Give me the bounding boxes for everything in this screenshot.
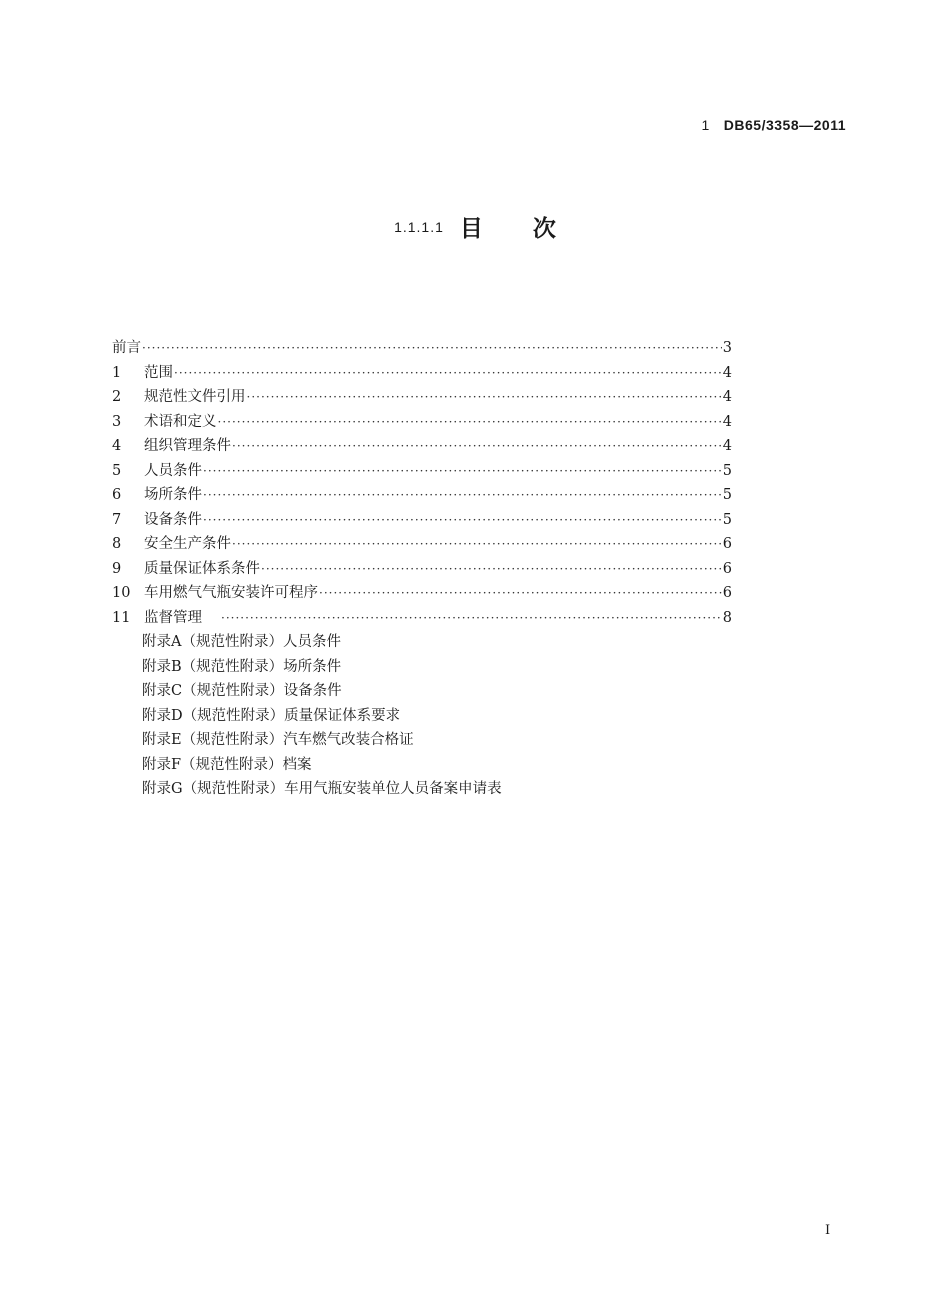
toc-entry-4[interactable] xyxy=(112,434,732,459)
toc-entry-title: 质量保证体系条件 xyxy=(144,560,260,577)
toc-entry-number: 2 xyxy=(112,389,122,405)
toc-entry-title: 术语和定义 xyxy=(144,413,217,430)
toc-entry-9[interactable] xyxy=(112,557,732,582)
toc-entry-title: 规范性文件引用 xyxy=(144,389,246,405)
toc-entry-page: 6 xyxy=(722,536,732,552)
toc-appendix-e[interactable] xyxy=(112,728,732,753)
toc-entry-title: 安全生产条件 xyxy=(144,536,231,552)
toc-entry-1[interactable] xyxy=(112,361,732,386)
toc-leader-dots xyxy=(232,439,722,453)
header-number: 1 xyxy=(701,117,710,133)
toc-appendix-title: 附录B（规范性附录）场所条件 xyxy=(142,658,342,675)
toc-leader-dots xyxy=(142,341,722,355)
toc-appendix-title: 附录C（规范性附录）设备条件 xyxy=(142,683,342,699)
toc-entry-title: 车用燃气气瓶安装许可程序 xyxy=(144,585,318,601)
toc-leader-dots xyxy=(247,390,722,404)
toc-entry-number: 10 xyxy=(112,585,131,601)
toc-entry-10[interactable] xyxy=(112,581,732,606)
toc-entry-number: 8 xyxy=(112,536,122,552)
toc-leader-dots xyxy=(261,562,722,576)
toc-entry-title: 范围 xyxy=(144,364,173,381)
toc-leader-dots xyxy=(319,586,722,600)
toc-appendix-b[interactable] xyxy=(112,655,732,680)
toc-entry-number: 1 xyxy=(112,364,122,381)
heading-text: 目次 xyxy=(459,216,606,242)
toc-entry-number: 7 xyxy=(112,511,122,528)
toc-leader-dots xyxy=(218,415,722,429)
toc-entry-page: 5 xyxy=(722,487,732,503)
toc-appendix-title: 附录A（规范性附录）人员条件 xyxy=(142,634,341,650)
toc-entry-page: 4 xyxy=(722,389,732,405)
toc-leader-dots xyxy=(221,611,722,625)
toc-leader-dots xyxy=(174,366,722,380)
toc-entry-title: 监督管理 xyxy=(144,609,202,626)
toc-entry-page: 4 xyxy=(722,413,732,430)
toc-entry-page: 5 xyxy=(722,462,732,479)
toc-leader-dots xyxy=(203,464,722,478)
toc-appendix-c[interactable] xyxy=(112,679,732,704)
toc-entry-title: 前言 xyxy=(112,340,141,356)
toc-entry-number: 9 xyxy=(112,560,122,577)
toc-heading xyxy=(0,210,950,243)
toc-appendix-title: 附录G（规范性附录）车用气瓶安装单位人员备案申请表 xyxy=(142,781,502,797)
toc-appendix-title: 附录F（规范性附录）档案 xyxy=(142,756,312,773)
standard-code: DB65/3358—2011 xyxy=(723,117,846,133)
toc-appendix-g[interactable] xyxy=(112,777,732,802)
toc-entry-title: 人员条件 xyxy=(144,462,202,479)
heading-number: 1.1.1.1 xyxy=(394,218,444,235)
table-of-contents xyxy=(112,336,732,802)
toc-appendix-d[interactable] xyxy=(112,704,732,729)
toc-entry-title: 场所条件 xyxy=(144,487,202,503)
toc-entry-page: 4 xyxy=(722,438,732,454)
document-code xyxy=(702,117,847,133)
toc-entry-number: 5 xyxy=(112,462,122,479)
toc-entry-page: 3 xyxy=(722,340,732,356)
page-number: I xyxy=(825,1223,831,1238)
toc-entry-page: 4 xyxy=(722,364,732,381)
toc-leader-dots xyxy=(203,488,722,502)
toc-appendix-f[interactable] xyxy=(112,753,732,778)
toc-entry-number: 6 xyxy=(112,487,122,503)
toc-appendix-title: 附录E（规范性附录）汽车燃气改装合格证 xyxy=(142,732,414,748)
toc-entry-page: 8 xyxy=(722,609,732,626)
toc-entry-2[interactable] xyxy=(112,385,732,410)
toc-entry-5[interactable] xyxy=(112,459,732,484)
toc-entry-8[interactable] xyxy=(112,532,732,557)
toc-entry-number: 4 xyxy=(112,438,122,454)
toc-entry-3[interactable] xyxy=(112,410,732,435)
toc-entry-foreword[interactable] xyxy=(112,336,732,361)
toc-appendix-title: 附录D（规范性附录）质量保证体系要求 xyxy=(142,707,401,724)
toc-entry-11[interactable] xyxy=(112,606,732,631)
toc-entry-number: 11 xyxy=(112,609,131,626)
toc-entry-title: 组织管理条件 xyxy=(144,438,231,454)
toc-entry-page: 5 xyxy=(722,511,732,528)
toc-entry-page: 6 xyxy=(722,585,732,601)
toc-entry-7[interactable] xyxy=(112,508,732,533)
toc-leader-dots xyxy=(232,537,722,551)
toc-entry-number: 3 xyxy=(112,413,122,430)
toc-entry-page: 6 xyxy=(722,560,732,577)
toc-entry-title: 设备条件 xyxy=(144,511,202,528)
toc-entry-6[interactable] xyxy=(112,483,732,508)
toc-appendix-a[interactable] xyxy=(112,630,732,655)
toc-leader-dots xyxy=(203,513,722,527)
